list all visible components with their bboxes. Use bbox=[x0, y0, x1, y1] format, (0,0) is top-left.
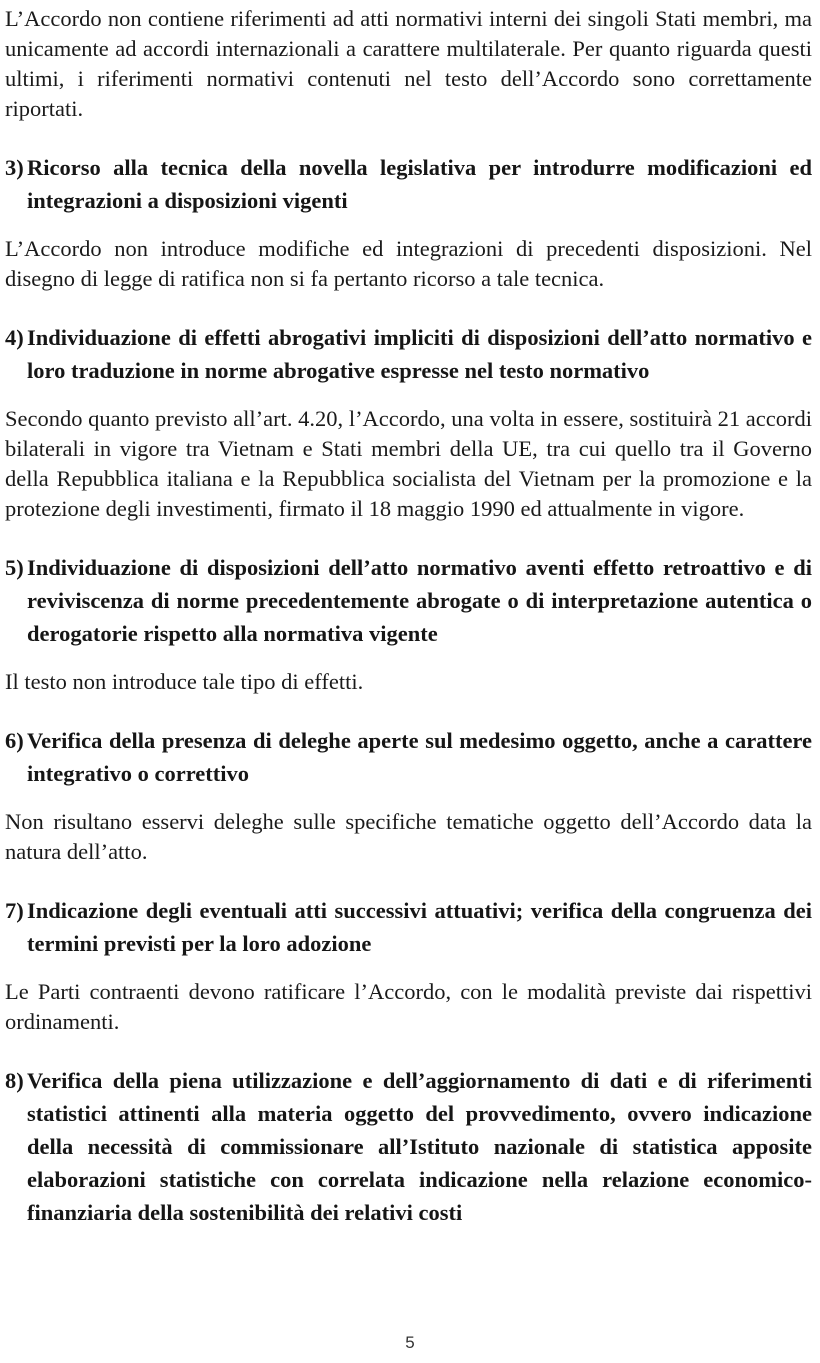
section-title-8: Verifica della piena utilizzazione e dell’aggiornamento di dati e di riferimenti statistici attinenti alla materia oggetto del provvedimento, ovvero indicazione della necessità di commissionare all’Istituto nazionale di statistica apposite elaborazioni statistiche con correlata indicazione nella relazione economico-finanziaria della sostenibilità dei relativi costi bbox=[27, 1068, 812, 1225]
page-number: 5 bbox=[405, 1333, 415, 1352]
paragraph-section-5: Il testo non introduce tale tipo di effetti. bbox=[5, 669, 364, 694]
section-number-5: 5) bbox=[5, 555, 24, 580]
section-title-3: Ricorso alla tecnica della novella legislativa per introdurre modificazioni ed integrazioni a disposizioni vigenti bbox=[27, 155, 812, 213]
paragraph-section-6: Non risultano esservi deleghe sulle specifiche tematiche oggetto dell’Accordo data la natura dell’atto. bbox=[5, 809, 812, 864]
page-footer bbox=[0, 1333, 820, 1353]
section-title-6: Verifica della presenza di deleghe aperte sul medesimo oggetto, anche a carattere integrativo o correttivo bbox=[27, 728, 812, 786]
section-heading-5 bbox=[5, 551, 812, 650]
paragraph-section-4: Secondo quanto previsto all’art. 4.20, l’Accordo, una volta in essere, sostituirà 21 accordi bilaterali in vigore tra Vietnam e Stati membri della UE, tra cui quello tra il Governo della Repubblica italiana e la Repubblica socialista del Vietnam per la promozione e la protezione degli investimenti, firmato il 18 maggio 1990 ed attualmente in vigore. bbox=[5, 406, 812, 521]
paragraph-section-3: L’Accordo non introduce modifiche ed integrazioni di precedenti disposizioni. Nel disegno di legge di ratifica non si fa pertanto ricorso a tale tecnica. bbox=[5, 236, 812, 291]
section-number-6: 6) bbox=[5, 728, 24, 753]
section-heading-6 bbox=[5, 724, 812, 790]
section-heading-3 bbox=[5, 151, 812, 217]
section-number-3: 3) bbox=[5, 155, 24, 180]
section-title-4: Individuazione di effetti abrogativi impliciti di disposizioni dell’atto normativo e loro traduzione in norme abrogative espresse nel testo normativo bbox=[27, 325, 812, 383]
section-number-4: 4) bbox=[5, 325, 24, 350]
section-heading-8 bbox=[5, 1064, 812, 1229]
paragraph-intro: L’Accordo non contiene riferimenti ad atti normativi interni dei singoli Stati membri, ma unicamente ad accordi internazionali a carattere multilaterale. Per quanto riguarda questi ultimi, i riferimenti normativi contenuti nel testo dell’Accordo sono correttamente riportati. bbox=[5, 6, 812, 121]
section-heading-4 bbox=[5, 321, 812, 387]
section-title-5: Individuazione di disposizioni dell’atto normativo aventi effetto retroattivo e di reviviscenza di norme precedentemente abrogate o di interpretazione autentica o derogatorie rispetto alla normativa vigente bbox=[27, 555, 812, 646]
section-number-8: 8) bbox=[5, 1068, 24, 1093]
paragraph-section-7: Le Parti contraenti devono ratificare l’Accordo, con le modalità previste dai rispettivi ordinamenti. bbox=[5, 979, 812, 1034]
section-number-7: 7) bbox=[5, 898, 24, 923]
section-title-7: Indicazione degli eventuali atti successivi attuativi; verifica della congruenza dei termini previsti per la loro adozione bbox=[27, 898, 812, 956]
section-heading-7 bbox=[5, 894, 812, 960]
